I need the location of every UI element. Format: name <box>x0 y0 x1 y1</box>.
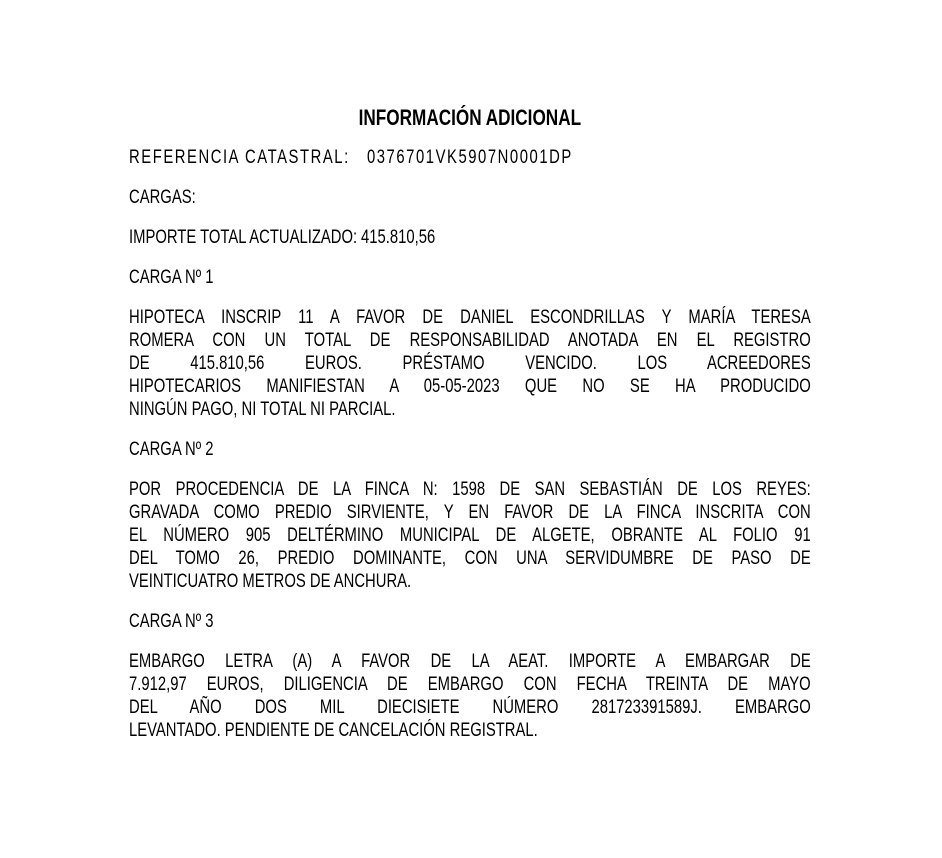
referencia-catastral-value: 0376701VK5907N0001DP <box>366 147 573 168</box>
carga-3-body <box>129 650 811 742</box>
cargas-label: CARGAS: <box>129 187 196 208</box>
carga-3-line: EMBARGO LETRA (A) A FAVOR DE LA AEAT. IMPORTE A EMBARGAR DE <box>129 651 811 672</box>
carga-2-body <box>129 478 811 593</box>
referencia-catastral-label: REFERENCIA CATASTRAL: <box>129 147 350 168</box>
carga-2-line: DEL TOMO 26, PREDIO DOMINANTE, CON UNA SERVIDUMBRE DE PASO DE <box>129 548 811 569</box>
carga-1-line: ROMERA CON UN TOTAL DE RESPONSABILIDAD ANOTADA EN EL REGISTRO <box>129 330 811 351</box>
carga-2-line: GRAVADA COMO PREDIO SIRVIENTE, Y EN FAVOR DE LA FINCA INSCRITA CON <box>129 502 811 523</box>
carga-1-line: NINGÚN PAGO, NI TOTAL NI PARCIAL. <box>129 399 396 420</box>
carga-section-1 <box>129 266 811 421</box>
carga-2-heading: CARGA Nº 2 <box>129 439 214 460</box>
carga-3-line: 7.912,97 EUROS, DILIGENCIA DE EMBARGO CON FECHA TREINTA DE MAYO <box>129 674 811 695</box>
carga-2-line: EL NÚMERO 905 DELTÉRMINO MUNICIPAL DE ALGETE, OBRANTE AL FOLIO 91 <box>129 525 811 546</box>
carga-section-2 <box>129 438 811 593</box>
carga-3-heading: CARGA Nº 3 <box>129 611 214 632</box>
carga-2-line: VEINTICUATRO METROS DE ANCHURA. <box>129 571 412 592</box>
importe-total-label: IMPORTE TOTAL ACTUALIZADO: <box>129 227 358 248</box>
field-importe-total <box>129 226 811 249</box>
document-content <box>129 106 811 759</box>
carga-1-line: DE 415.810,56 EUROS. PRÉSTAMO VENCIDO. LOS ACREEDORES <box>129 353 811 374</box>
carga-1-heading: CARGA Nº 1 <box>129 267 214 288</box>
carga-2-line: POR PROCEDENCIA DE LA FINCA N: 1598 DE SAN SEBASTIÁN DE LOS REYES: <box>129 479 811 500</box>
page-title: INFORMACIÓN ADICIONAL <box>358 105 582 130</box>
carga-1-line: HIPOTECARIOS MANIFIESTAN A 05-05-2023 QUE NO SE HA PRODUCIDO <box>129 376 811 397</box>
carga-1-line: HIPOTECA INSCRIP 11 A FAVOR DE DANIEL ESCONDRILLAS Y MARÍA TERESA <box>129 307 811 328</box>
carga-section-3 <box>129 610 811 742</box>
carga-3-line: DEL AÑO DOS MIL DIECISIETE NÚMERO 281723391589J. EMBARGO <box>129 697 811 718</box>
field-referencia-catastral <box>129 146 811 169</box>
importe-total-value: 415.810,56 <box>361 227 436 248</box>
carga-3-line: LEVANTADO. PENDIENTE DE CANCELACIÓN REGISTRAL. <box>129 720 538 741</box>
carga-1-body <box>129 306 811 421</box>
